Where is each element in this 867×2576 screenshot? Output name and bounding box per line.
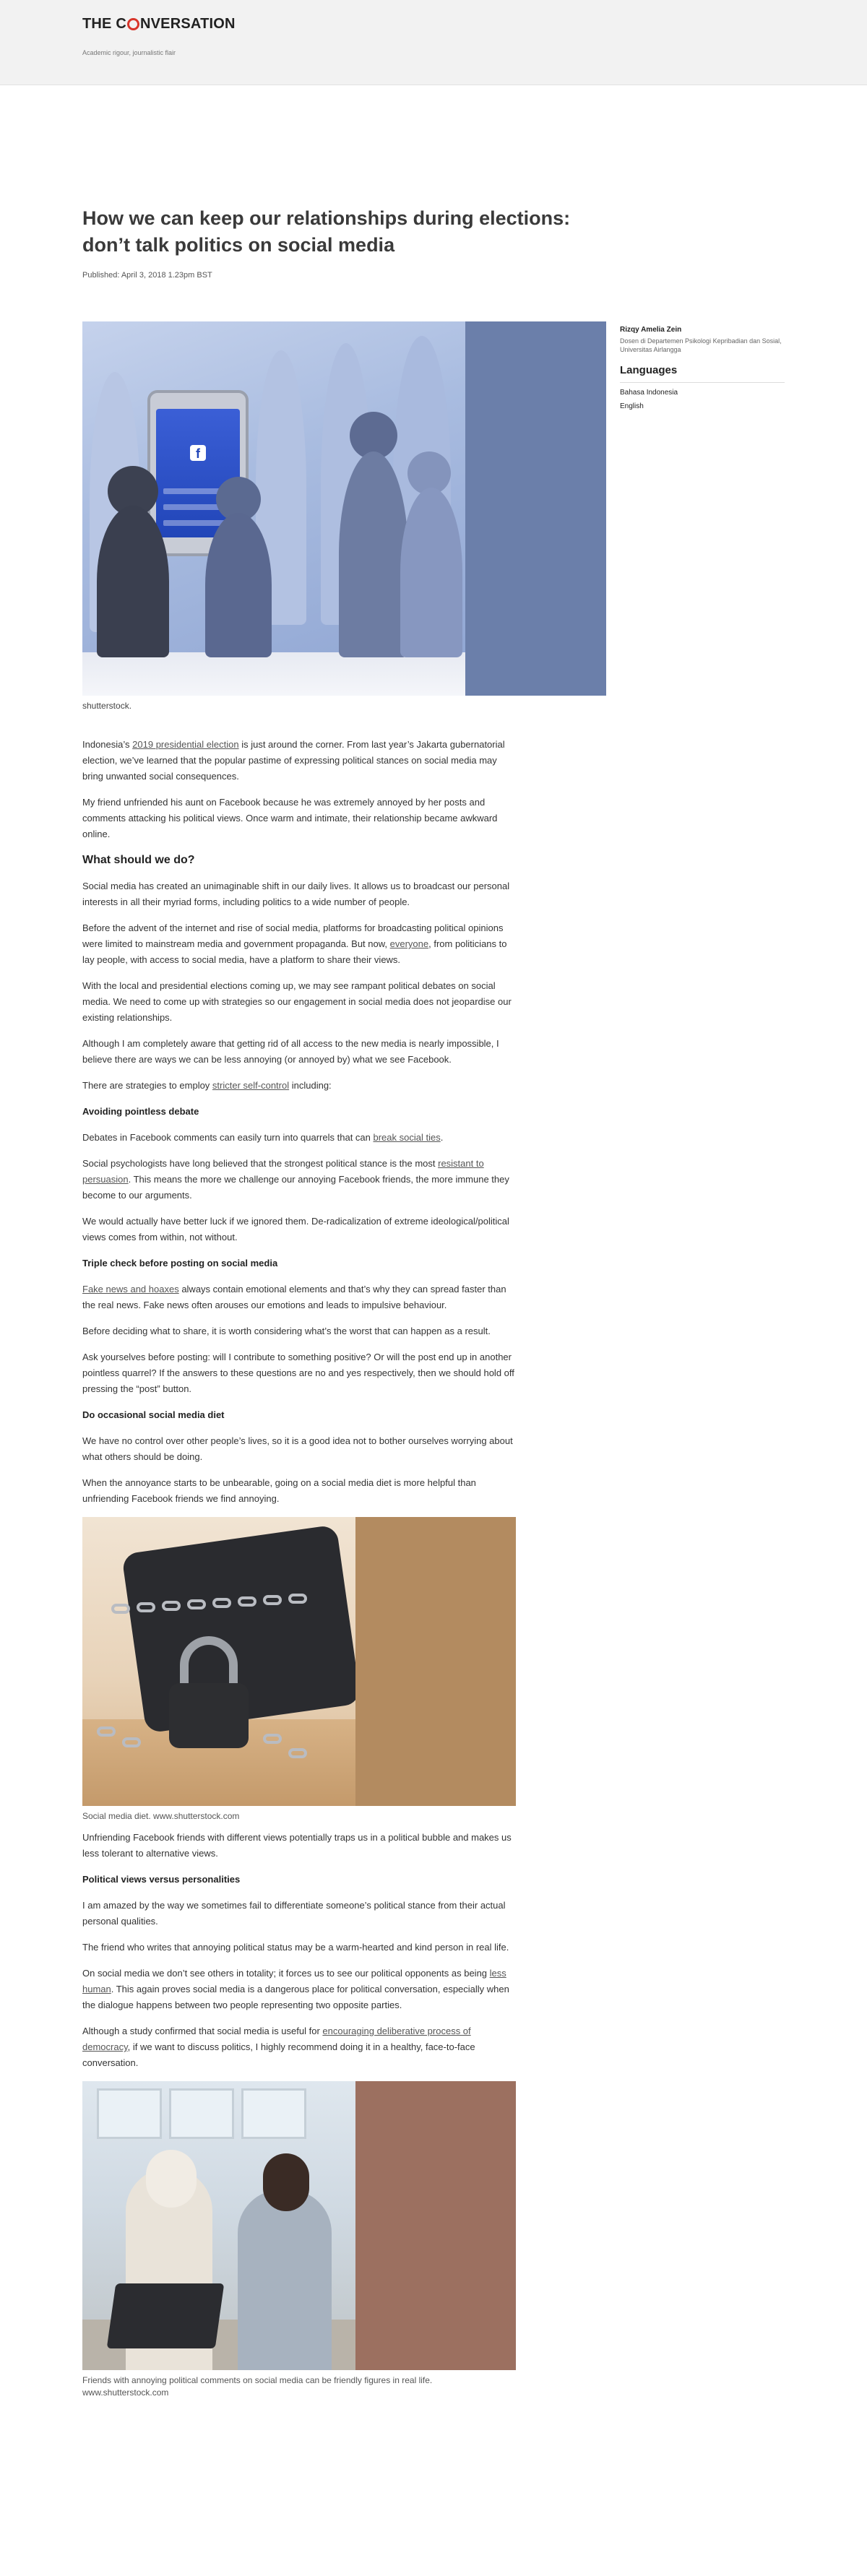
published-date: Published: April 3, 2018 1.23pm BST <box>82 271 212 280</box>
paper-figure <box>339 451 408 657</box>
chain-link <box>288 1594 307 1604</box>
site-logo[interactable] <box>82 16 236 33</box>
hero-image <box>82 321 606 696</box>
section-heading-what-should-we-do: What should we do? <box>82 854 195 866</box>
chain-link <box>162 1601 181 1611</box>
paragraph: The friend who writes that annoying political status may be a warm-hearted and kind person in real life. <box>82 1942 509 1953</box>
paragraph: Social media has created an unimaginable shift in our daily lives. It allows us to broadcast our personal interests in all their myriad forms, including politics to a wide number of people. <box>82 881 510 907</box>
chain-link <box>288 1748 307 1758</box>
text: Before the advent of the internet and rise of social media, platforms for broadcasting political opinions were limited to mainstream media and government propaganda. But now, <box>82 922 504 949</box>
author-name[interactable]: Rizqy Amelia Zein <box>620 326 682 334</box>
paragraph <box>82 1078 516 1094</box>
article-body <box>82 737 516 2406</box>
paragraph: My friend unfriended his aunt on Facebook because he was extremely annoyed by her posts and comments attacking his political views. Once warm and intimate, their relationship became awkward online. <box>82 797 498 839</box>
chain-link <box>263 1734 282 1744</box>
paragraph <box>82 920 516 968</box>
paper-figure <box>205 513 272 657</box>
subheading-triple-check: Triple check before posting on social media <box>82 1258 278 1268</box>
paragraph: Although I am completely aware that getting rid of all access to the new media is nearly impossible, I believe there are ways we can be less annoying (or annoyed by) what we see Facebook. <box>82 1038 499 1065</box>
person-head <box>146 2150 197 2208</box>
padlock-phone-photo <box>82 1517 355 1806</box>
language-link-bahasa-indonesia[interactable]: Bahasa Indonesia <box>620 389 678 397</box>
languages-heading: Languages <box>620 364 785 383</box>
paragraph <box>82 2023 516 2071</box>
text: is just around the corner. From last year’s Jakarta gubernatorial election, we’ve learned that the popular pastime of expressing political stances on social media may bring unwanted social consequences. <box>82 739 505 782</box>
text: . <box>440 1132 444 1143</box>
chain-link <box>187 1599 206 1609</box>
text: . This again proves social media is a dangerous place for political conversation, especially when the dialogue happens between two people representing two opposite parties. <box>82 1984 509 2010</box>
chain-link <box>137 1602 155 1612</box>
site-header <box>0 0 867 85</box>
link-fake-news-and-hoaxes[interactable]: Fake news and hoaxes <box>82 1284 179 1295</box>
building-window <box>169 2088 234 2139</box>
chain-link <box>263 1595 282 1605</box>
logo-ring-icon <box>127 18 139 30</box>
subheading-avoiding-pointless-debate: Avoiding pointless debate <box>82 1106 199 1117</box>
sidebar <box>620 326 785 410</box>
text: always contain emotional elements and that’s why they can spread faster than the real news. Fake news often arouses our emotions and leads to impulsive behaviour. <box>82 1284 506 1310</box>
paragraph: Ask yourselves before posting: will I contribute to something positive? Or will the post end up in another pointless quarrel? If the answers to these questions are no and yes respectively, then we should hold off pressing the “post” button. <box>82 1352 514 1394</box>
paragraph: When the annoyance starts to be unbearable, going on a social media diet is more helpful than unfriending Facebook friends we find annoying. <box>82 1477 476 1504</box>
author-role: Dosen di Departemen Psikologi Kepribadian dan Sosial, Universitas Airlangga <box>620 337 782 353</box>
paragraph <box>82 737 516 785</box>
padlock-icon <box>169 1683 249 1748</box>
image-side-panel <box>355 2081 516 2370</box>
link-stricter-self-control[interactable]: stricter self-control <box>212 1080 290 1091</box>
text: , from politicians to lay people, with access to social media, have a platform to share their views. <box>82 938 507 965</box>
building-window <box>241 2088 306 2139</box>
image-side-panel <box>355 1517 516 1806</box>
language-link-english[interactable]: English <box>620 402 644 410</box>
link-everyone[interactable]: everyone <box>389 938 429 949</box>
paragraph <box>82 1130 516 1146</box>
link-2019-presidential-election[interactable]: 2019 presidential election <box>132 739 239 750</box>
dark-paper-figure <box>97 506 169 657</box>
text: On social media we don’t see others in totality; it forces us to see our political opponents as being <box>82 1968 490 1979</box>
paragraph: We would actually have better luck if we ignored them. De-radicalization of extreme ideological/political views comes from within, not without. <box>82 1216 509 1242</box>
paragraph: Unfriending Facebook friends with different views potentially traps us in a political bubble and makes us less tolerant to alternative views. <box>82 1832 512 1859</box>
logo-text-suffix: NVERSATION <box>140 16 236 32</box>
image-caption-social-media-diet: Social media diet. www.shutterstock.com <box>82 1811 240 1821</box>
text: There are strategies to employ <box>82 1080 212 1091</box>
text: including: <box>289 1080 332 1091</box>
image-caption-friends: Friends with annoying political comments on social media can be friendly figures in real life. www.shutterstock.com <box>82 2375 433 2398</box>
person-in-denim <box>238 2190 332 2370</box>
hero-caption: shutterstock. <box>82 701 132 711</box>
link-less-human[interactable]: less human <box>82 1968 506 1994</box>
logo-text-prefix: THE C <box>82 16 126 32</box>
paragraph: I am amazed by the way we sometimes fail to differentiate someone’s political stance from their actual personal qualities. <box>82 1900 506 1927</box>
chain-link <box>111 1604 130 1614</box>
two-friends-photo <box>82 2081 355 2370</box>
paper-figure <box>400 488 462 657</box>
hero-photo <box>82 321 465 696</box>
hero-floor <box>82 652 465 696</box>
link-resistant-to-persuasion[interactable]: resistant to persuasion <box>82 1158 484 1185</box>
building-window <box>97 2088 162 2139</box>
paragraph <box>82 1281 516 1313</box>
chain-link <box>97 1726 116 1737</box>
paragraph <box>82 1156 516 1203</box>
site-tagline: Academic rigour, journalistic flair <box>82 49 176 56</box>
chain-link <box>238 1596 256 1607</box>
text: , if we want to discuss politics, I highly recommend doing it in a healthy, face-to-face conversation. <box>82 2041 475 2068</box>
subheading-social-media-diet: Do occasional social media diet <box>82 1409 225 1420</box>
text: . This means the more we challenge our annoying Facebook friends, the more immune they become to our arguments. <box>82 1174 509 1201</box>
text: Indonesia’s <box>82 739 133 750</box>
paragraph <box>82 1966 516 2013</box>
paragraph: We have no control over other people’s lives, so it is a good idea not to bother ourselves worrying about what others should be doing. <box>82 1435 513 1462</box>
facebook-logo-icon: f <box>190 445 206 461</box>
friends-image <box>82 2081 516 2370</box>
article-title: How we can keep our relationships during elections: don’t talk politics on social media <box>82 207 571 256</box>
paragraph: Before deciding what to share, it is worth considering what’s the worst that can happen as a result. <box>82 1326 491 1336</box>
person-head <box>263 2153 309 2211</box>
text: Debates in Facebook comments can easily turn into quarrels that can <box>82 1132 374 1143</box>
subheading-political-views-vs-personalities: Political views versus personalities <box>82 1874 241 1885</box>
paragraph: With the local and presidential elections coming up, we may see rampant political debates on social media. We need to come up with strategies so our engagement in social media does not jeopardise our existing relationships. <box>82 980 512 1023</box>
chain-link <box>212 1598 231 1608</box>
text: Social psychologists have long believed that the strongest political stance is the most <box>82 1158 439 1169</box>
chain-link <box>122 1737 141 1747</box>
text: Although a study confirmed that social media is useful for <box>82 2026 323 2036</box>
social-media-diet-image <box>82 1517 516 1806</box>
link-encouraging-deliberative-process[interactable]: encouraging deliberative process of democracy <box>82 2026 471 2052</box>
link-break-social-ties[interactable]: break social ties <box>373 1132 441 1143</box>
laptop-icon <box>107 2283 225 2348</box>
